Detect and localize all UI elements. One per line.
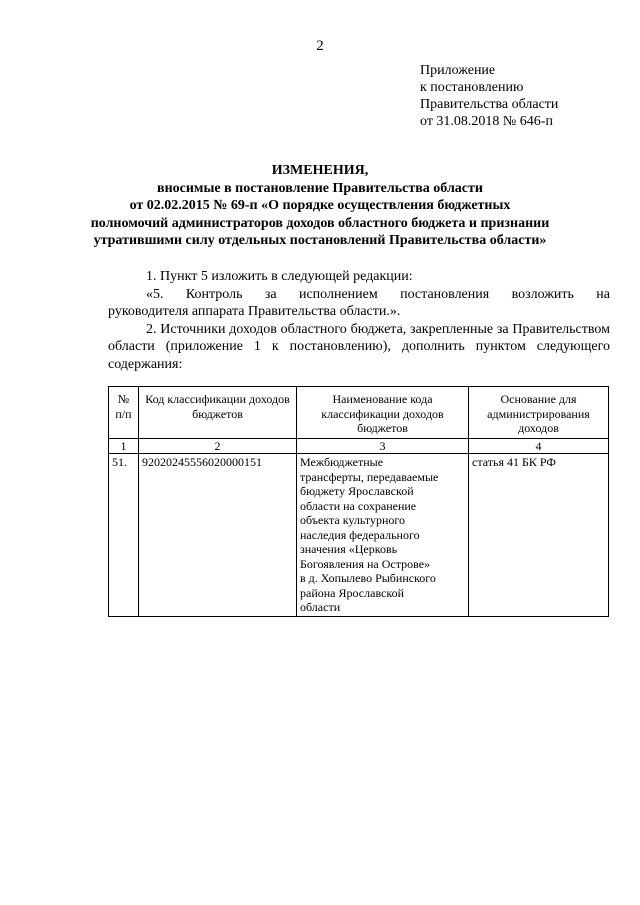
table-row: [109, 454, 609, 617]
appendix-line: к постановлению: [420, 80, 524, 95]
row-name-line: значения «Церковь: [300, 542, 398, 556]
row-name-line: в д. Хопылево Рыбинского: [300, 571, 436, 585]
title-line: от 02.02.2015 № 69-п «О порядке осуществления бюджетных: [129, 198, 511, 213]
income-sources-table: [108, 386, 609, 617]
title-line: вносимые в постановление Правительства области: [157, 180, 483, 196]
row-name-line: Богоявления на Острове»: [300, 556, 431, 571]
appendix-line: Правительства области: [420, 97, 559, 112]
row-name-line: наследия федерального: [300, 527, 420, 542]
column-number: 2: [139, 438, 297, 454]
header-number: № п/п: [109, 387, 139, 439]
row-number: 51.: [109, 454, 139, 617]
appendix-line: Приложение: [420, 63, 496, 78]
appendix-header: [420, 62, 558, 130]
header-basis: Основание для администрирования доходов: [469, 387, 609, 439]
row-name-line: области на сохранение: [300, 498, 417, 513]
row-name-line: бюджету Ярославской: [300, 484, 414, 498]
title-line: утратившими силу отдельных постановлений Правительства области»: [93, 233, 547, 248]
column-number: 1: [109, 438, 139, 454]
table-header-row: [109, 387, 609, 439]
column-number: 3: [297, 438, 469, 454]
title-line: полномочий администраторов доходов областного бюджета и признании: [90, 215, 550, 231]
row-name: [297, 454, 469, 617]
row-name-line: области: [300, 600, 341, 614]
paragraph-item-1: 1. Пункт 5 изложить в следующей редакции:: [146, 269, 413, 284]
paragraph-item-2: 2. Источники доходов областного бюджета, закрепленные за Правительством области (приложение 1 к постановлению), дополнить пунктом следующего содержания:: [108, 321, 610, 372]
row-name-line: Межбюджетные: [300, 455, 384, 469]
column-number: 4: [469, 438, 609, 454]
header-name: Наименование кода классификации доходов бюджетов: [297, 387, 469, 439]
paragraph-quote-line-1: «5. Контроль за исполнением постановления возложить на: [146, 286, 610, 302]
document-body: [108, 268, 610, 373]
row-name-line: трансферты, передаваемые: [300, 469, 439, 484]
row-basis: статья 41 БК РФ: [469, 454, 609, 617]
page-number: 2: [316, 38, 324, 54]
title-line: ИЗМЕНЕНИЯ,: [271, 163, 369, 178]
row-code: 92020245556020000151: [139, 454, 297, 617]
document-title: [0, 162, 640, 250]
appendix-line: от 31.08.2018 № 646-п: [420, 114, 553, 129]
row-name-line: объекта культурного: [300, 513, 405, 527]
row-name-line: района Ярославской: [300, 585, 405, 600]
paragraph-quote-line-2: руководителя аппарата Правительства области.».: [108, 304, 401, 319]
header-code: Код классификации доходов бюджетов: [139, 387, 297, 439]
table-column-numbers-row: [109, 438, 609, 454]
